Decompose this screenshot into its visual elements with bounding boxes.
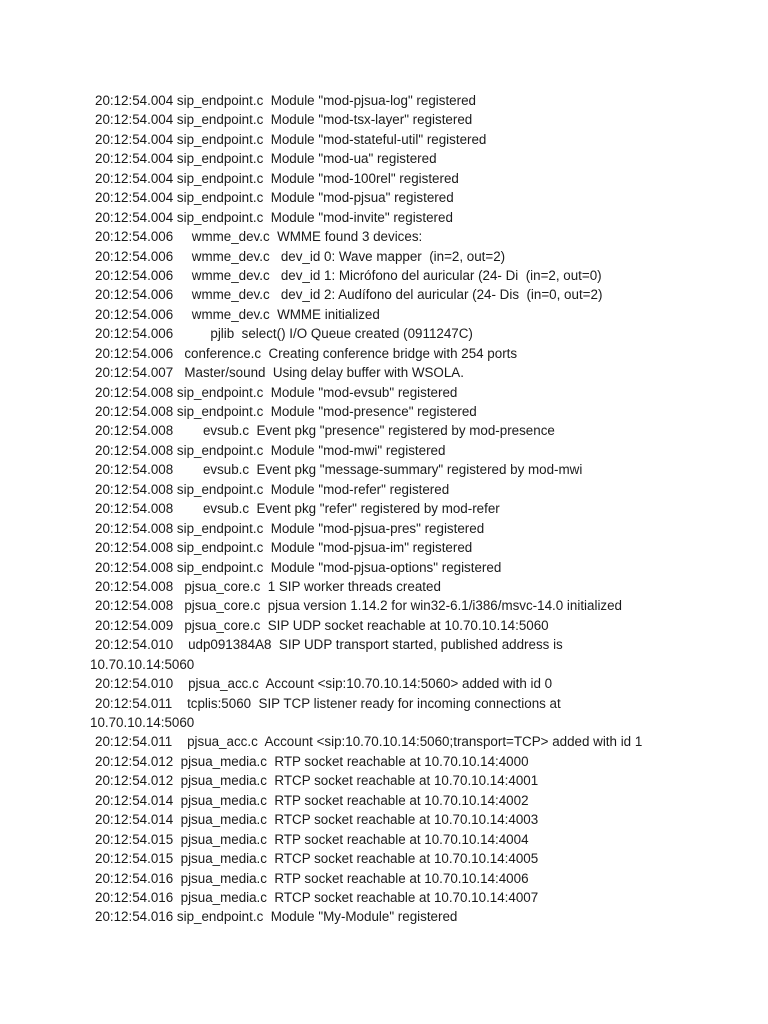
log-line: 20:12:54.008 sip_endpoint.c Module "mod-refer" registered xyxy=(95,481,450,497)
log-line: 20:12:54.006 wmme_dev.c WMME found 3 devices: xyxy=(95,229,423,245)
log-line: 10.70.10.14:5060 xyxy=(90,715,195,730)
log-line: 20:12:54.004 sip_endpoint.c Module "mod-ua" registered xyxy=(95,151,437,167)
log-line: 20:12:54.006 pjlib select() I/O Queue created (0911247C) xyxy=(95,326,473,342)
log-line: 20:12:54.006 wmme_dev.c dev_id 0: Wave mapper (in=2, out=2) xyxy=(95,248,506,264)
log-line: 20:12:54.008 pjsua_core.c pjsua version 1.14.2 for win32-6.1/i386/msvc-14.0 initialized xyxy=(95,598,623,614)
log-text-block xyxy=(0,91,768,927)
log-line: 20:12:54.008 sip_endpoint.c Module "mod-pjsua-im" registered xyxy=(95,540,473,556)
log-line: 20:12:54.008 sip_endpoint.c Module "mod-pjsua-options" registered xyxy=(95,559,502,575)
log-line: 20:12:54.006 wmme_dev.c WMME initialized xyxy=(95,306,380,322)
log-line: 20:12:54.004 sip_endpoint.c Module "mod-pjsua" registered xyxy=(95,190,454,206)
log-line: 20:12:54.008 sip_endpoint.c Module "mod-mwi" registered xyxy=(95,442,446,458)
log-line: 20:12:54.011 tcplis:5060 SIP TCP listener ready for incoming connections at xyxy=(95,695,561,711)
log-line: 20:12:54.004 sip_endpoint.c Module "mod-100rel" registered xyxy=(95,170,459,186)
log-line: 10.70.10.14:5060 xyxy=(90,656,195,672)
log-line: 20:12:54.011 pjsua_acc.c Account <sip:10.70.10.14:5060;transport=TCP> added with id 1 xyxy=(95,734,643,750)
log-line: 20:12:54.004 sip_endpoint.c Module "mod-invite" registered xyxy=(95,209,453,225)
log-line: 20:12:54.004 sip_endpoint.c Module "mod-stateful-util" registered xyxy=(95,131,487,147)
log-line: 20:12:54.016 pjsua_media.c RTP socket reachable at 10.70.10.14:4006 xyxy=(95,870,529,886)
log-line: 20:12:54.008 evsub.c Event pkg "message-summary" registered by mod-mwi xyxy=(95,462,583,478)
log-line: 20:12:54.010 pjsua_acc.c Account <sip:10.70.10.14:5060> added with id 0 xyxy=(95,676,553,692)
log-line: 20:12:54.008 sip_endpoint.c Module "mod-pjsua-pres" registered xyxy=(95,520,485,536)
log-line: 20:12:54.007 Master/sound Using delay buffer with WSOLA. xyxy=(95,365,464,381)
log-line: 20:12:54.004 sip_endpoint.c Module "mod-tsx-layer" registered xyxy=(95,112,473,128)
log-line: 20:12:54.008 pjsua_core.c 1 SIP worker threads created xyxy=(95,578,441,594)
log-line: 20:12:54.009 pjsua_core.c SIP UDP socket reachable at 10.70.10.14:5060 xyxy=(95,617,549,633)
log-line: 20:12:54.010 udp091384A8 SIP UDP transport started, published address is xyxy=(95,637,563,653)
log-line: 20:12:54.006 wmme_dev.c dev_id 2: Audífono del auricular (24- Dis (in=0, out=2) xyxy=(95,287,603,303)
log-line: 20:12:54.008 sip_endpoint.c Module "mod-presence" registered xyxy=(95,404,477,419)
log-line: 20:12:54.014 pjsua_media.c RTP socket reachable at 10.70.10.14:4002 xyxy=(95,792,529,808)
log-line: 20:12:54.015 pjsua_media.c RTCP socket reachable at 10.70.10.14:4005 xyxy=(95,851,539,867)
log-line: 20:12:54.014 pjsua_media.c RTCP socket reachable at 10.70.10.14:4003 xyxy=(95,812,539,828)
log-line: 20:12:54.008 evsub.c Event pkg "refer" registered by mod-refer xyxy=(95,501,500,517)
log-line: 20:12:54.006 wmme_dev.c dev_id 1: Micrófono del auricular (24- Di (in=2, out=0) xyxy=(95,267,602,283)
log-line: 20:12:54.012 pjsua_media.c RTCP socket reachable at 10.70.10.14:4001 xyxy=(95,773,539,789)
log-line: 20:12:54.016 sip_endpoint.c Module "My-Module" registered xyxy=(95,909,458,925)
log-line: 20:12:54.016 pjsua_media.c RTCP socket reachable at 10.70.10.14:4007 xyxy=(95,889,539,905)
log-line: 20:12:54.008 evsub.c Event pkg "presence" registered by mod-presence xyxy=(95,423,555,439)
log-line: 20:12:54.008 sip_endpoint.c Module "mod-evsub" registered xyxy=(95,384,458,400)
log-line: 20:12:54.015 pjsua_media.c RTP socket reachable at 10.70.10.14:4004 xyxy=(95,831,529,847)
log-line: 20:12:54.006 conference.c Creating conference bridge with 254 ports xyxy=(95,345,518,361)
log-line: 20:12:54.012 pjsua_media.c RTP socket reachable at 10.70.10.14:4000 xyxy=(95,753,529,769)
log-line: 20:12:54.004 sip_endpoint.c Module "mod-pjsua-log" registered xyxy=(95,93,476,108)
